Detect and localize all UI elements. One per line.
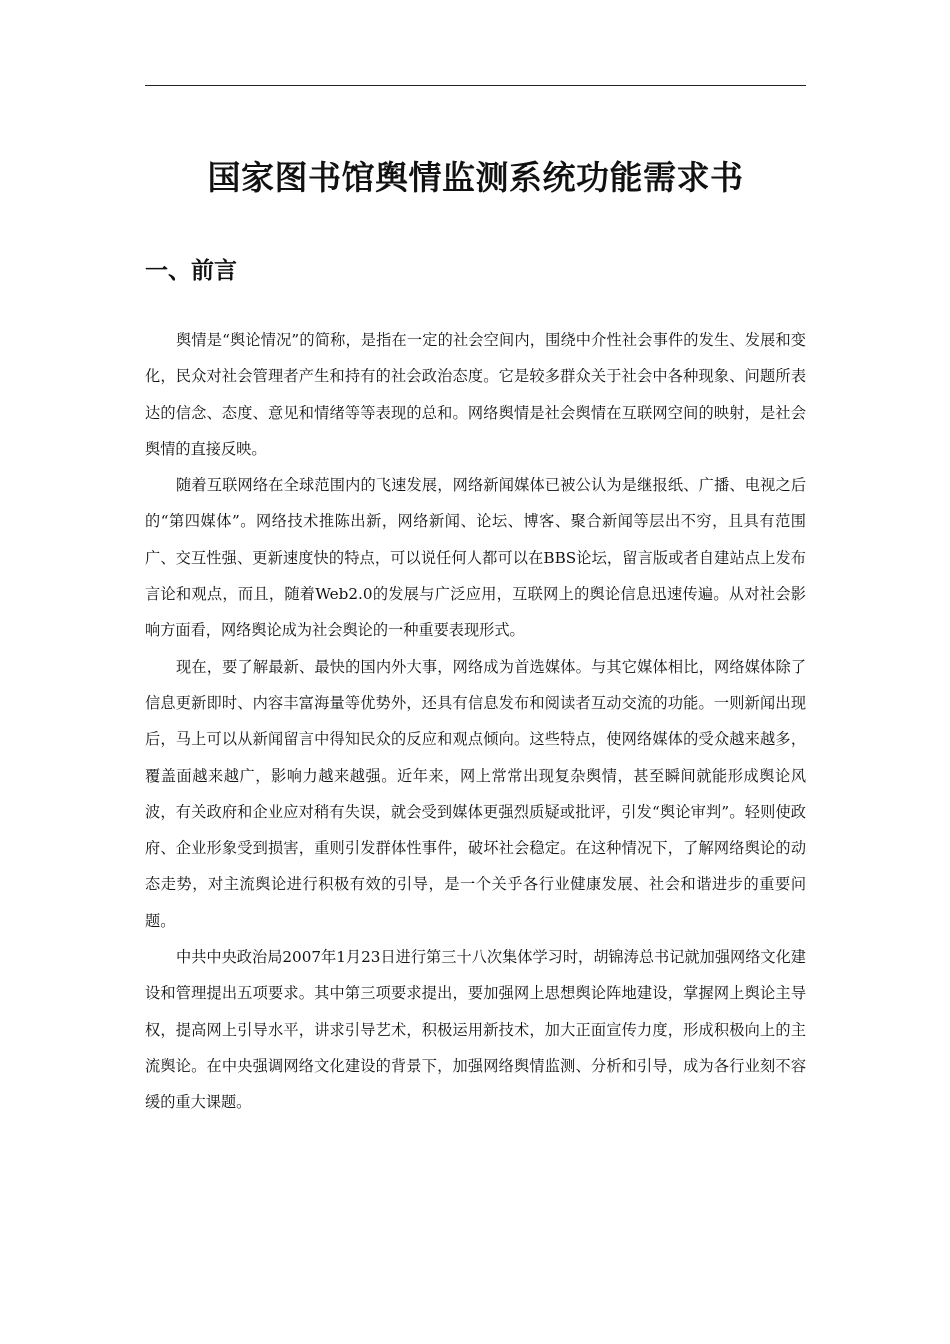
header-rule	[145, 85, 806, 86]
paragraph-1: 舆情是“舆论情况”的简称，是指在一定的社会空间内，围绕中介性社会事件的发生、发展和变化，民众对社会管理者产生和持有的社会政治态度。它是较多群众关于社会中各种现象、问题所表达的信念、态度、意见和情绪等等表现的总和。网络舆情是社会舆情在互联网空间的映射，是社会舆情的直接反映。	[145, 331, 806, 458]
paragraph-3: 现在，要了解最新、最快的国内外大事，网络成为首选媒体。与其它媒体相比，网络媒体除了信息更新即时、内容丰富海量等优势外，还具有信息发布和阅读者互动交流的功能。一则新闻出现后，马上可以从新闻留言中得知民众的反应和观点倾向。这些特点，使网络媒体的受众越来越多，覆盖面越来越广，影响力越来越强。近年来，网上常常出现复杂舆情，甚至瞬间就能形成舆论风波，有关政府和企业应对稍有失误，就会受到媒体更强烈质疑或批评，引发“舆论审判”。轻则使政府、企业形象受到损害，重则引发群体性事件，破坏社会稳定。在这种情况下，了解网络舆论的动态走势，对主流舆论进行积极有效的引导，是一个关乎各行业健康发展、社会和谐进步的重要问题。	[145, 657, 806, 930]
body-text	[145, 322, 806, 1121]
paragraph-2: 随着互联网络在全球范围内的飞速发展，网络新闻媒体已被公认为是继报纸、广播、电视之后的“第四媒体”。网络技术推陈出新，网络新闻、论坛、博客、聚合新闻等层出不穷，且具有范围广、交互性强、更新速度快的特点，可以说任何人都可以在BBS论坛，留言版或者自建站点上发布言论和观点，而且，随着Web2.0的发展与广泛应用，互联网上的舆论信息迅速传遍。从对社会影响方面看，网络舆论成为社会舆论的一种重要表现形式。	[145, 476, 806, 640]
document-title: 国家图书馆舆情监测系统功能需求书	[207, 158, 744, 197]
paragraph-4: 中共中央政治局2007年1月23日进行第三十八次集体学习时，胡锦涛总书记就加强网络文化建设和管理提出五项要求。其中第三项要求提出，要加强网上思想舆论阵地建设，掌握网上舆论主导权，提高网上引导水平，讲求引导艺术，积极运用新技术，加大正面宣传力度，形成积极向上的主流舆论。在中央强调网络文化建设的背景下，加强网络舆情监测、分析和引导，成为各行业刻不容缓的重大课题。	[145, 948, 806, 1112]
section-heading-preface: 一、前言	[145, 258, 237, 284]
